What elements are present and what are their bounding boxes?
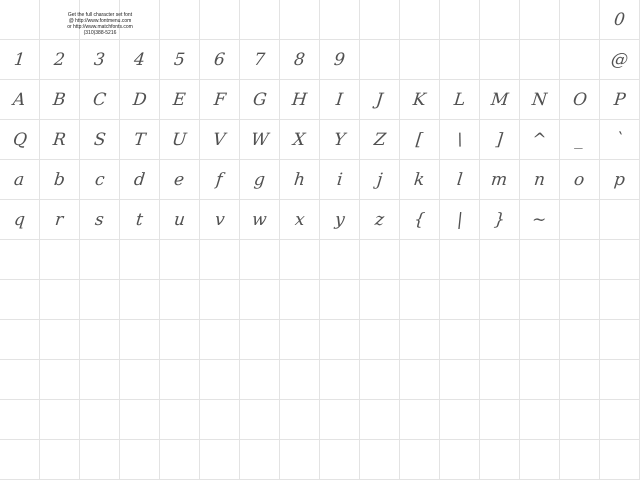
glyph-cell — [480, 400, 520, 440]
glyph-cell — [40, 280, 80, 320]
glyph-cell — [560, 40, 600, 80]
glyph-cell — [400, 160, 440, 200]
glyph-cell — [480, 280, 520, 320]
glyph-cell — [160, 320, 200, 360]
glyph-cell — [200, 120, 240, 160]
glyph: Z — [372, 129, 387, 150]
glyph: l — [455, 169, 464, 190]
glyph-cell — [240, 120, 280, 160]
glyph-cell — [360, 0, 400, 40]
glyph-cell — [0, 0, 40, 40]
glyph: F — [212, 89, 227, 110]
glyph-cell — [120, 240, 160, 280]
glyph-cell — [480, 200, 520, 240]
glyph-cell — [320, 80, 360, 120]
glyph-cell — [480, 240, 520, 280]
glyph-cell — [240, 40, 280, 80]
glyph-cell — [0, 400, 40, 440]
glyph-cell — [520, 400, 560, 440]
glyph-cell — [520, 320, 560, 360]
glyph: R — [52, 129, 67, 150]
glyph-cell — [80, 240, 120, 280]
glyph-cell — [600, 440, 640, 480]
glyph-cell — [320, 280, 360, 320]
promo-line: or http://www.matchfonts.com — [67, 24, 133, 30]
glyph: ` — [614, 129, 625, 150]
glyph: k — [413, 169, 426, 190]
glyph: 6 — [213, 49, 226, 70]
glyph-cell — [360, 360, 400, 400]
glyph: a — [13, 169, 26, 190]
glyph-cell — [120, 280, 160, 320]
glyph: u — [172, 209, 187, 230]
glyph-cell — [40, 360, 80, 400]
glyph-cell — [200, 200, 240, 240]
glyph-cell — [120, 40, 160, 80]
glyph-cell — [560, 280, 600, 320]
glyph-cell — [520, 80, 560, 120]
glyph-cell — [400, 400, 440, 440]
glyph: V — [212, 129, 227, 150]
glyph-cell — [280, 200, 320, 240]
glyph-cell — [600, 120, 640, 160]
promo-line: @ http://www.fontmenu.com — [68, 18, 132, 24]
glyph-cell — [400, 320, 440, 360]
glyph-cell — [200, 40, 240, 80]
glyph-cell — [0, 320, 40, 360]
glyph: 5 — [173, 49, 186, 70]
glyph-cell — [400, 120, 440, 160]
glyph-cell — [360, 320, 400, 360]
glyph-cell — [80, 200, 120, 240]
glyph: G — [251, 89, 268, 110]
glyph-cell — [360, 240, 400, 280]
glyph-cell — [160, 360, 200, 400]
glyph-cell — [0, 280, 40, 320]
glyph-cell — [360, 40, 400, 80]
glyph-cell — [440, 80, 480, 120]
glyph: o — [573, 169, 586, 190]
glyph-cell — [560, 200, 600, 240]
glyph-cell — [40, 440, 80, 480]
glyph-cell — [240, 280, 280, 320]
glyph-cell — [120, 80, 160, 120]
glyph-cell — [400, 40, 440, 80]
glyph-cell — [360, 160, 400, 200]
glyph-cell — [320, 0, 360, 40]
glyph-cell — [120, 320, 160, 360]
glyph: N — [531, 89, 548, 110]
glyph-cell — [560, 80, 600, 120]
glyph-cell — [160, 120, 200, 160]
glyph-cell — [440, 40, 480, 80]
glyph: x — [293, 209, 306, 230]
glyph-cell — [440, 160, 480, 200]
glyph: q — [12, 209, 26, 230]
glyph: 1 — [13, 49, 26, 70]
glyph-cell — [600, 400, 640, 440]
glyph-cell — [520, 360, 560, 400]
glyph: _ — [574, 129, 585, 150]
glyph: D — [131, 89, 148, 110]
glyph-cell — [400, 240, 440, 280]
glyph-cell — [280, 160, 320, 200]
glyph-cell — [360, 80, 400, 120]
glyph-cell — [120, 400, 160, 440]
glyph-cell — [200, 360, 240, 400]
glyph: ^ — [531, 129, 548, 150]
glyph-cell — [240, 400, 280, 440]
glyph: [ — [415, 129, 424, 150]
glyph-cell — [80, 440, 120, 480]
glyph-cell — [600, 280, 640, 320]
glyph-cell — [480, 0, 520, 40]
glyph-cell — [240, 80, 280, 120]
glyph-cell — [600, 320, 640, 360]
glyph: O — [571, 89, 588, 110]
promo-line: Get the full character set font — [67, 12, 133, 18]
glyph: c — [93, 169, 106, 190]
glyph-cell — [0, 240, 40, 280]
glyph-cell — [440, 0, 480, 40]
glyph: A — [12, 89, 27, 110]
glyph: M — [489, 89, 510, 110]
glyph-cell — [80, 40, 120, 80]
glyph-cell — [160, 200, 200, 240]
glyph-cell — [600, 40, 640, 80]
glyph-cell — [480, 160, 520, 200]
glyph-cell — [40, 160, 80, 200]
glyph: y — [333, 209, 346, 230]
glyph: n — [532, 169, 547, 190]
glyph-cell — [400, 80, 440, 120]
glyph-cell — [200, 0, 240, 40]
glyph: B — [52, 89, 67, 110]
glyph: X — [292, 129, 307, 150]
glyph: L — [452, 89, 467, 110]
glyph-cell — [0, 440, 40, 480]
glyph: p — [612, 169, 626, 190]
glyph-cell — [160, 280, 200, 320]
glyph: b — [52, 169, 66, 190]
glyph-cell — [320, 440, 360, 480]
glyph: H — [291, 89, 308, 110]
glyph-cell — [280, 80, 320, 120]
glyph: 7 — [253, 49, 266, 70]
glyph: d — [132, 169, 146, 190]
glyph: Q — [11, 129, 28, 150]
glyph: { — [413, 209, 426, 230]
glyph: e — [173, 169, 186, 190]
glyph-cell — [280, 240, 320, 280]
glyph: r — [54, 209, 65, 230]
glyph-cell — [600, 0, 640, 40]
glyph-cell — [40, 40, 80, 80]
glyph: S — [92, 129, 107, 150]
promo-line: (310)388-5216 — [83, 30, 117, 36]
glyph-cell — [560, 0, 600, 40]
glyph-cell — [520, 0, 560, 40]
glyph-cell — [440, 200, 480, 240]
glyph-cell — [240, 160, 280, 200]
glyph-cell — [120, 200, 160, 240]
glyph: w — [251, 209, 268, 230]
glyph: C — [91, 89, 108, 110]
glyph-cell — [600, 240, 640, 280]
glyph-cell — [480, 80, 520, 120]
glyph-cell — [80, 320, 120, 360]
promo-note — [40, 12, 160, 36]
glyph-cell — [440, 360, 480, 400]
glyph: } — [493, 209, 506, 230]
glyph-cell — [520, 280, 560, 320]
glyph: Y — [332, 129, 347, 150]
glyph-cell — [160, 0, 200, 40]
glyph-cell — [520, 200, 560, 240]
glyph-cell — [400, 440, 440, 480]
glyph-cell — [80, 360, 120, 400]
glyph-cell — [360, 440, 400, 480]
glyph-cell — [200, 240, 240, 280]
glyph-cell — [280, 360, 320, 400]
glyph: g — [252, 169, 266, 190]
glyph-cell — [440, 440, 480, 480]
glyph-cell — [280, 120, 320, 160]
glyph-cell — [200, 280, 240, 320]
glyph-cell — [400, 360, 440, 400]
glyph-cell — [320, 360, 360, 400]
glyph-cell — [160, 80, 200, 120]
glyph-cell — [440, 280, 480, 320]
glyph-cell — [560, 240, 600, 280]
glyph-cell — [320, 240, 360, 280]
glyph-cell — [0, 160, 40, 200]
glyph-cell — [280, 40, 320, 80]
glyph-cell — [320, 160, 360, 200]
glyph-cell — [320, 120, 360, 160]
glyph-cell — [240, 320, 280, 360]
glyph-cell — [200, 400, 240, 440]
glyph-cell — [240, 200, 280, 240]
glyph-cell — [520, 240, 560, 280]
glyph-cell — [560, 440, 600, 480]
glyph-cell — [200, 160, 240, 200]
glyph-cell — [280, 0, 320, 40]
glyph-cell — [40, 400, 80, 440]
glyph-cell — [160, 240, 200, 280]
glyph: W — [249, 129, 270, 150]
glyph-cell — [120, 160, 160, 200]
glyph: T — [132, 129, 147, 150]
glyph-cell — [320, 320, 360, 360]
glyph-cell — [560, 360, 600, 400]
glyph-cell — [600, 360, 640, 400]
glyph: | — [455, 209, 464, 230]
glyph-cell — [280, 320, 320, 360]
glyph-cell — [480, 320, 520, 360]
glyph: P — [612, 89, 627, 110]
glyph: m — [490, 169, 509, 190]
glyph: J — [375, 89, 384, 110]
glyph: I — [335, 89, 344, 110]
glyph: h — [292, 169, 307, 190]
glyph: 2 — [53, 49, 66, 70]
glyph-cell — [600, 160, 640, 200]
glyph-cell — [440, 320, 480, 360]
glyph-cell — [0, 80, 40, 120]
glyph-cell — [240, 0, 280, 40]
glyph-cell — [400, 280, 440, 320]
glyph-cell — [40, 80, 80, 120]
glyph-cell — [80, 80, 120, 120]
glyph-cell — [120, 360, 160, 400]
glyph-cell — [80, 400, 120, 440]
glyph-cell — [440, 120, 480, 160]
glyph-cell — [160, 400, 200, 440]
glyph-cell — [560, 120, 600, 160]
glyph-cell — [600, 80, 640, 120]
glyph: 8 — [293, 49, 306, 70]
glyph-cell — [360, 200, 400, 240]
glyph: 9 — [333, 49, 346, 70]
glyph: ] — [495, 129, 504, 150]
glyph-cell — [600, 200, 640, 240]
glyph-cell — [40, 320, 80, 360]
glyph-cell — [400, 200, 440, 240]
glyph-cell — [440, 400, 480, 440]
glyph-cell — [560, 400, 600, 440]
glyph-cell — [560, 320, 600, 360]
glyph: v — [213, 209, 226, 230]
glyph-cell — [520, 40, 560, 80]
glyph: 4 — [133, 49, 146, 70]
glyph-cell — [40, 240, 80, 280]
glyph-cell — [200, 80, 240, 120]
glyph-cell — [280, 400, 320, 440]
glyph-cell — [280, 280, 320, 320]
glyph-cell — [480, 360, 520, 400]
glyph: s — [94, 209, 105, 230]
glyph-cell — [520, 440, 560, 480]
glyph-cell — [80, 280, 120, 320]
glyph-cell — [240, 240, 280, 280]
glyph-cell — [360, 400, 400, 440]
glyph: E — [172, 89, 187, 110]
glyph-cell — [520, 160, 560, 200]
glyph-cell — [440, 240, 480, 280]
glyph: j — [375, 169, 384, 190]
glyph-cell — [160, 40, 200, 80]
glyph-cell — [80, 120, 120, 160]
glyph-cell — [200, 320, 240, 360]
glyph-cell — [480, 120, 520, 160]
glyph-cell — [40, 120, 80, 160]
glyph-cell — [160, 160, 200, 200]
glyph-cell — [160, 440, 200, 480]
glyph-cell — [320, 200, 360, 240]
glyph: 0 — [613, 9, 626, 30]
glyph: 3 — [93, 49, 106, 70]
glyph-cell — [200, 440, 240, 480]
glyph-cell — [240, 360, 280, 400]
glyph-cell — [240, 440, 280, 480]
glyph: \ — [455, 129, 464, 150]
glyph: f — [215, 169, 224, 190]
glyph-cell — [0, 120, 40, 160]
glyph-cell — [400, 0, 440, 40]
glyph-cell — [80, 160, 120, 200]
glyph-cell — [0, 200, 40, 240]
glyph-cell — [360, 280, 400, 320]
glyph-cell — [480, 40, 520, 80]
glyph-cell — [320, 400, 360, 440]
glyph-cell — [0, 40, 40, 80]
glyph: @ — [609, 49, 630, 70]
glyph-cell — [120, 120, 160, 160]
glyph-cell — [560, 160, 600, 200]
glyph-cell — [480, 440, 520, 480]
glyph: U — [171, 129, 188, 150]
glyph: ~ — [531, 209, 548, 230]
glyph-cell — [320, 40, 360, 80]
glyph: z — [373, 209, 386, 230]
glyph-cell — [280, 440, 320, 480]
glyph-cell — [120, 440, 160, 480]
glyph-cell — [360, 120, 400, 160]
glyph-cell — [40, 200, 80, 240]
glyph: i — [335, 169, 344, 190]
glyph-cell — [520, 120, 560, 160]
glyph-cell — [0, 360, 40, 400]
glyph: t — [135, 209, 144, 230]
glyph: K — [412, 89, 427, 110]
